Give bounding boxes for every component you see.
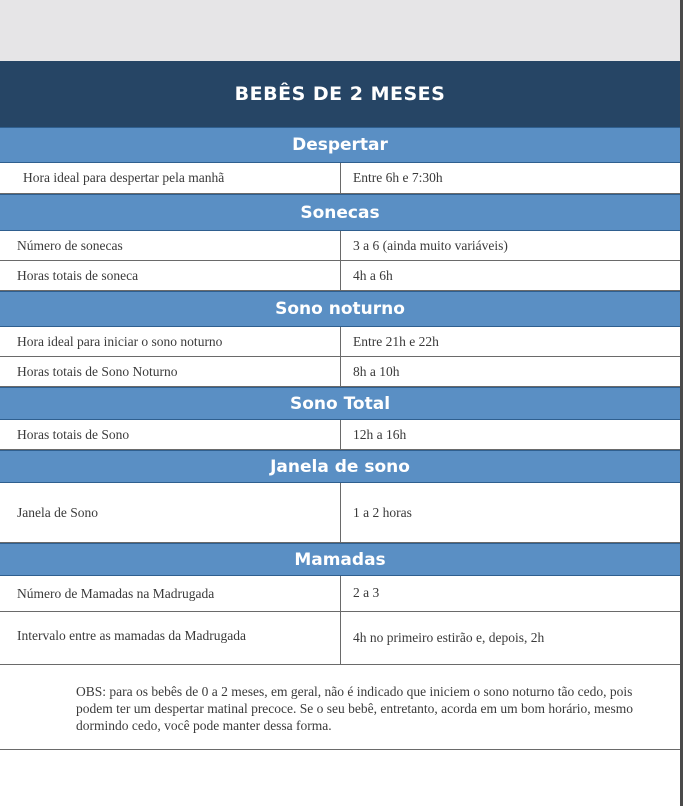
note-box — [0, 665, 680, 750]
section-despertar — [0, 127, 680, 163]
row-label: Intervalo entre as mamadas da Madrugada — [17, 628, 247, 643]
table-row — [0, 327, 680, 357]
table-row — [0, 576, 680, 612]
table-row — [0, 483, 680, 543]
section-title: Mamadas — [294, 549, 386, 570]
section-title: Sonecas — [300, 202, 380, 223]
row-value: 4h no primeiro estirão e, depois, 2h — [340, 612, 680, 664]
row-value: Entre 6h e 7:30h — [340, 163, 680, 193]
row-label: Hora ideal para despertar pela manhã — [23, 170, 225, 185]
section-title: Sono noturno — [275, 299, 405, 319]
section-janela-de-sono — [0, 450, 680, 483]
section-sono-noturno — [0, 291, 680, 327]
section-title: Despertar — [292, 135, 388, 155]
row-label: Hora ideal para iniciar o sono noturno — [17, 333, 223, 349]
section-title: Sono Total — [289, 393, 391, 414]
section-sono-total — [0, 387, 680, 420]
top-margin — [0, 0, 683, 61]
row-label: Horas totais de Sono — [17, 426, 130, 442]
table-row — [0, 163, 680, 194]
row-value: 4h a 6h — [340, 261, 680, 290]
row-value: 2 a 3 — [340, 576, 680, 611]
note-text: OBS: para os bebês de 0 a 2 meses, em geral, não é indicado que iniciem o sono noturno tão cedo, pois podem ter um despertar matinal precoce. Se o seu bebê, entretanto, acorda em um bom horário, mesmo dormindo cedo, você pode manter dessa forma. — [76, 684, 634, 733]
row-value: 1 a 2 horas — [340, 483, 680, 542]
row-label: Janela de Sono — [17, 504, 98, 520]
row-value: Entre 21h e 22h — [340, 327, 680, 356]
section-title: Janela de sono — [270, 456, 410, 477]
row-value: 12h a 16h — [340, 420, 680, 449]
row-value: 8h a 10h — [340, 357, 680, 386]
table-title: BEBÊS DE 2 MESES — [234, 83, 446, 105]
section-mamadas — [0, 543, 680, 576]
row-label: Horas totais de Sono Noturno — [17, 363, 178, 379]
table-row — [0, 420, 680, 450]
section-sonecas — [0, 194, 680, 231]
table-row — [0, 612, 680, 665]
row-label: Número de Mamadas na Madrugada — [17, 585, 215, 601]
table-row — [0, 231, 680, 261]
row-label: Número de sonecas — [17, 237, 123, 253]
table-header — [0, 61, 680, 127]
table-row — [0, 357, 680, 387]
row-label: Horas totais de soneca — [17, 267, 139, 283]
table-row — [0, 261, 680, 291]
row-value: 3 a 6 (ainda muito variáveis) — [340, 231, 680, 260]
